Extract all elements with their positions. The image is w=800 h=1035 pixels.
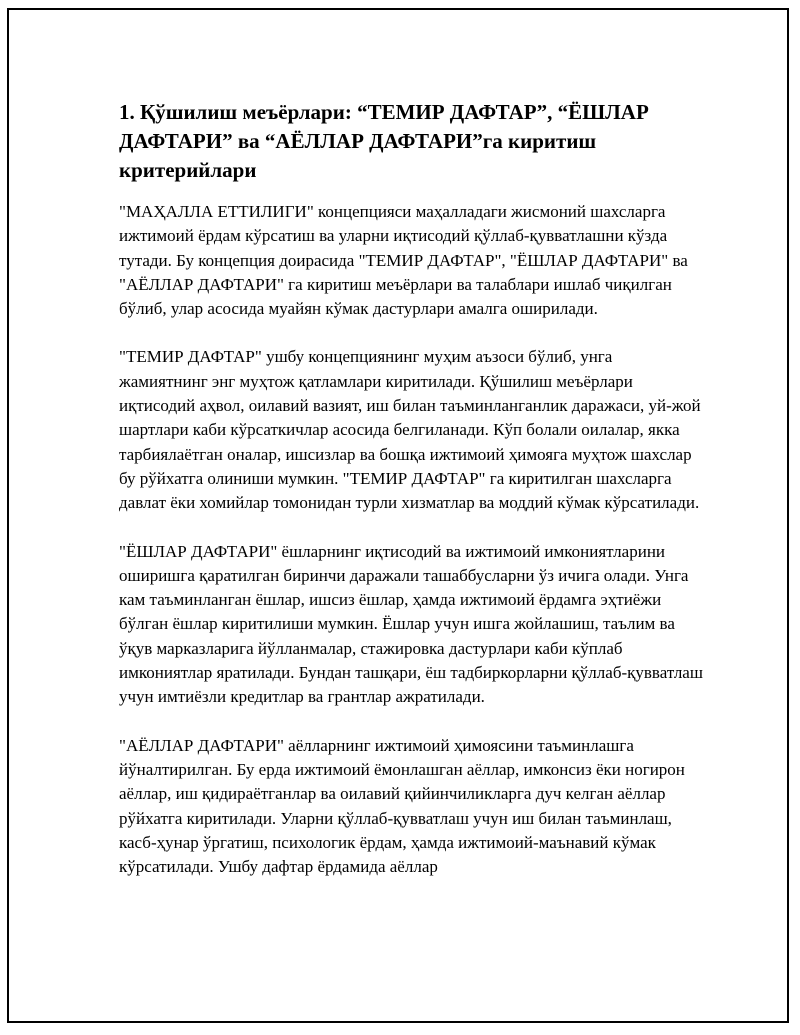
document-page (7, 8, 789, 1023)
paragraph-temir-daftar: "ТЕМИР ДАФТАР" ушбу концепциянинг муҳим аъзоси бўлиб, унга жамиятнинг энг муҳтож қатламлари киритилади. Қўшилиш меъёрлари иқтисодий аҳвол, оилавий вазият, иш билан таъминланганлик даражаси, уй-жой шартлари каби кўрсаткичлар асосида белгиланади. Кўп болали оилалар, якка тарбиялаётган оналар, ишсизлар ва бошқа ижтимоий ҳимояга муҳтож шахслар бу рўйхатга олиниши мумкин. "ТЕМИР ДАФТАР" га киритилган шахсларга давлат ёки хомийлар томонидан турли хизматлар ва моддий кўмак кўрсатилади. (119, 347, 701, 513)
section-heading: 1. Қўшилиш меъёрлари: “ТЕМИР ДАФТАР”, “ЁШЛАР ДАФТАРИ” ва “АЁЛЛАР ДАФТАРИ”га киритиш критерийлари (119, 100, 649, 182)
paragraph-ayollar-daftari: "АЁЛЛАР ДАФТАРИ" аёлларнинг ижтимоий ҳимоясини таъминлашга йўналтирилган. Бу ерда ижтимоий ёмонлашган аёллар, имконсиз ёки ногирон аёллар, иш қидираётганлар ва оилавий қийинчиликларга дуч келган аёллар рўйхатга киритилади. Уларни қўллаб-қувватлаш учун иш билан таъминлаш, касб-ҳунар ўргатиш, психологик ёрдам, ҳамда ижтимоий-маънавий кўмак кўрсатилади. Ушбу дафтар ёрдамида аёллар (119, 735, 685, 877)
document-content (119, 98, 704, 903)
paragraph-yoshlar-daftari: "ЁШЛАР ДАФТАРИ" ёшларнинг иқтисодий ва ижтимоий имкониятларини оширишга қаратилган биринчи даражали ташаббусларни ўз ичига олади. Унга кам таъминланган ёшлар, ишсиз ёшлар, ҳамда ижтимоий ёрдамга эҳтиёжи бўлган ёшлар киритилиши мумкин. Ёшлар учун ишга жойлашиш, таълим ва ўқув марказларига йўлланмалар, стажировка дастурлари каби кўплаб имкониятлар яратилади. Бундан ташқари, ёш тадбиркорларни қўллаб-қувватлаш учун имтиёзли кредитлар ва грантлар ажратилади. (119, 541, 703, 707)
paragraph-intro: "МАҲАЛЛА ЕТТИЛИГИ" концепцияси маҳалладаги жисмоний шахсларга ижтимоий ёрдам кўрсатиш ва уларни иқтисодий қўллаб-қувватлашни кўзда тутади. Бу концепция доирасида "ТЕМИР ДАФТАР", "ЁШЛАР ДАФТАРИ" ва "АЁЛЛАР ДАФТАРИ" га киритиш меъёрлари ва талаблари ишлаб чиқилган бўлиб, улар асосида муайян кўмак дастурлари амалга оширилади. (119, 202, 688, 319)
